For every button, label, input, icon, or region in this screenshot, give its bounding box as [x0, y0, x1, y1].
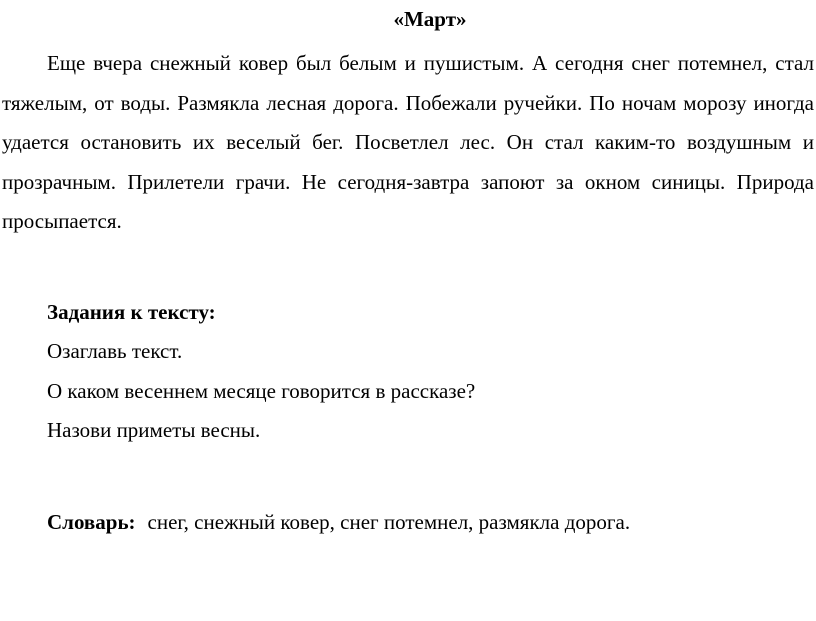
task-item-month: О каком весеннем месяце говорится в рассказе?	[47, 378, 476, 403]
document-title: «Март»	[393, 7, 467, 31]
tasks-section	[47, 293, 807, 451]
task-item-title: Озаглавь текст.	[47, 339, 183, 363]
task-item-signs: Назови приметы весны.	[47, 418, 261, 442]
vocabulary-label: Словарь:	[47, 510, 136, 534]
tasks-heading: Задания к тексту:	[47, 300, 216, 324]
story-paragraph: Еще вчера снежный ковер был белым и пушистым. А сегодня снег потемнел, стал тяжелым, от воды. Размякла лесная дорога. Побежали ручейки. По ночам морозу иногда удается остановить их веселый бег. Посветлел лес. Он стал каким-то воздушным и прозрачным. Прилетели грачи. Не сегодня-завтра запоют за окном синицы. Природа просыпается.	[2, 51, 814, 233]
vocabulary-words: снег, снежный ковер, снег потемнел, размякла дорога.	[147, 510, 631, 534]
vocabulary-line	[47, 506, 807, 538]
